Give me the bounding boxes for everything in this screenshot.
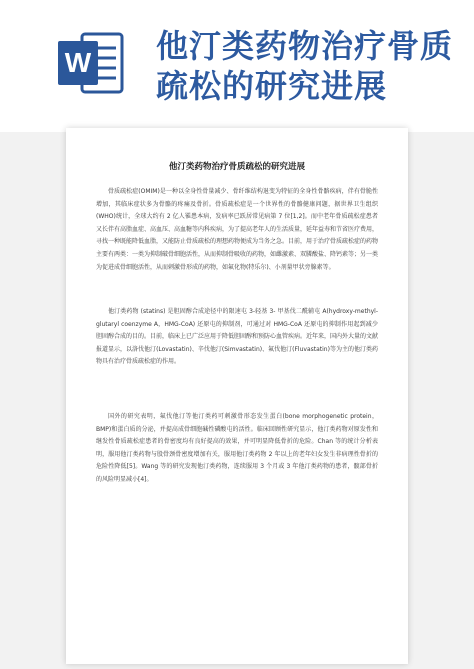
banner-title: 他汀类药物治疗骨质疏松的研究进展 [156,27,454,105]
document-page [66,128,408,664]
paragraph-1: 骨质疏松症(OMIM)是一种以全身性骨量减少、骨纤维结构退变为特征的全身性骨骼疾病，伴有骨脆性增加，其临床症状多为骨骼的疼痛及骨折。骨质疏松症是一个世界性的骨骼健康问题，据世界卫生组织(WHO)统计，全球大约有 2 亿人罹患本病，发病率已跃居常见病第 7 位[1,2]。而中老年骨质疏松症患者又长伴有高脂血症、高血压、高血糖等内科疾病，为了提高老年人的生活质量，延年益寿和节省医疗费用，寻找一种既能降低血脂，又能防止骨质疏松的理想药物便成为当务之急。目前，用于治疗骨质疏松症的药物主要有两类：一类为抑制破骨细胞活性，从而抑制骨吸收的药物，如雌激素、双膦酸盐、降钙素等；另一类为促进成骨细胞活性，从而刺激骨形成的药物，如氟化物(特乐尔)、小剂量甲状旁腺素等。 [96,188,379,271]
banner [0,0,474,132]
document-title: 他汀类药物治疗骨质疏松的研究进展 [168,162,305,172]
paragraph-3: 国外的研究表明，氟伐他汀等他汀类药可刺激骨形态发生蛋白(bone morphogenetic protein，BMP)和蛋白质的分泌，并提高成骨细胞碱性磷酸屯的活性。临床回顾性研究显示，他汀类药物对原发性和继发性骨质疏松症患者的骨密度均有良好提高的效果，并可明显降低骨折的危险。Chan 等的统计分析表明，服用他汀类药物与股骨颈骨密度增加有关，服用他汀类药物 2 年以上的老年妇女发生非病理性骨折的危险性降低[5]。Wang 等的研究发现他汀类药物，连续服用 3 个月或 3 年他汀类药物的患者，髋部骨折的风险明显减小[4]。 [96,413,378,483]
word-logo-letter: W [64,47,92,78]
word-icon [56,28,126,98]
paragraph-2: 他汀类药物 (statins) 是胆固醇合成途径中的限速屯 3-轻基 3- 甲基伐二酰辅屯 A(hydroxy-methyl-glutaryl coenzyme A，HMG-CoA) 还原屯的抑制剂，可通过对 HMG-CoA 还原屯的抑制作用起到减少胆固醇合成的目的。目前，临床上已广泛应用于降低胆固醇和预防心血管疾病。近年来，国内外大量的文献报道显示，以洛伐他汀(Lovastatin)、辛伐他汀(Simvastatin)、氟伐他汀(Fluvastatin)等为主的他汀类药物具有治疗骨质疏松症的作用。 [96,308,379,366]
